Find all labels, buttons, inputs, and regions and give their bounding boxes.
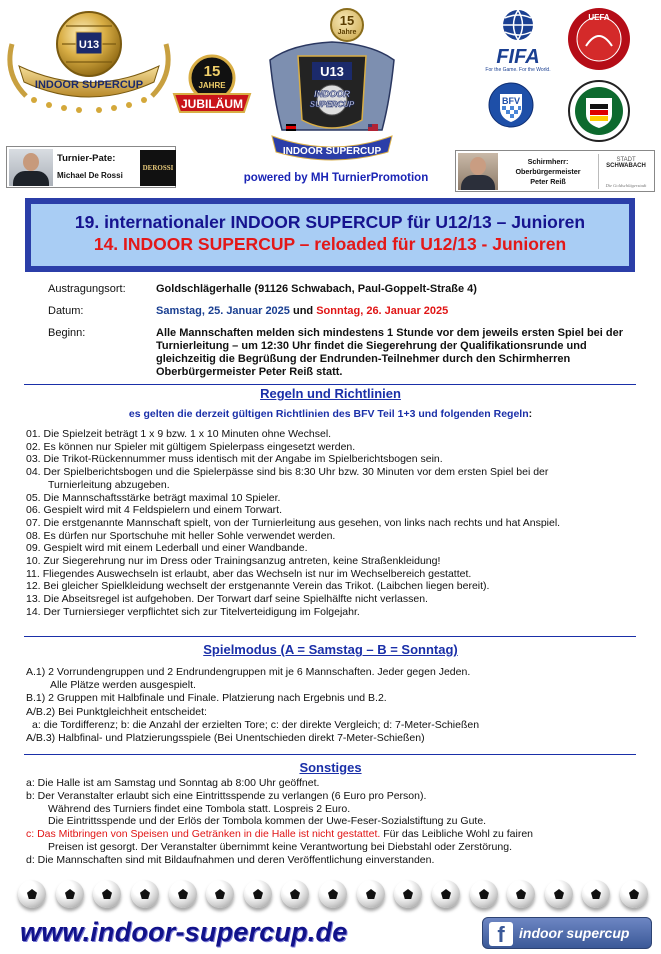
football-icon <box>582 880 610 908</box>
football-icon <box>281 880 309 908</box>
banner-title-line2: 14. INDOOR SUPERCUP – reloaded für U12/13 - Junioren <box>93 234 567 254</box>
football-icon <box>131 880 159 908</box>
indoor-supercup-logo <box>4 4 174 114</box>
rules-title: Regeln und Richtlinien <box>260 386 401 401</box>
begin-text: Alle Mannschaften melden sich mindestens 1 Stunde vor dem jeweils ersten Spiel bei der Turnierleitung – um 12:30 Uhr findet die Siegerehrung der Qualifikationsrunde und gleichzeitig die Begrüßung der Endrunden-Teilnehmer durch den Schirmherren Oberbürgermeister Peter Reiß statt. <box>156 327 624 378</box>
begin-label: Beginn: <box>48 327 86 339</box>
date-saturday: Samstag, 25. Januar 2025 <box>156 305 290 317</box>
city-prefix: STADT <box>616 157 636 163</box>
football-icon <box>319 880 347 908</box>
sonstiges-c-warning: c: Das Mitbringen von Speisen und Getränken in die Halle ist nicht gestattet. <box>26 828 381 841</box>
date-row <box>48 305 648 327</box>
list-item: b: Der Veranstalter erlaubt sich eine Eintrittsspende zu verlangen (6 Euro pro Person). <box>26 789 427 802</box>
football-icon <box>93 880 121 908</box>
crest-ribbon-text: INDOOR SUPERCUP <box>282 146 382 157</box>
list-item: B.1) 2 Gruppen mit Halbfinale und Finale. Platzierung nach Ergebnis und B.2. <box>26 692 387 705</box>
list-item: 13. Die Abseitsregel ist aufgehoben. Der Torwart darf seine Spielhälfte nicht verlassen. <box>26 593 428 606</box>
football-icon <box>56 880 84 908</box>
football-icon <box>545 880 573 908</box>
list-item: 07. Die erstgenannte Mannschaft spielt, von der Turnierleitung aus gesehen, von links nach rechts und hat Anspiel. <box>26 516 561 529</box>
list-item: 08. Es dürfen nur Sportschuhe mit heller Sohle verwendet werden. <box>26 529 336 542</box>
city-slogan: Die Goldschlägerstadt <box>605 183 647 188</box>
fifa-tagline: For the Game. For the World. <box>485 67 551 73</box>
fifa-globe-icon <box>495 8 541 42</box>
list-item <box>26 828 646 841</box>
date-and: und <box>292 305 314 317</box>
list-item: A/B.2) Bei Punktgleichheit entscheidet: <box>26 705 207 718</box>
list-item: 11. Fliegendes Auswechseln ist erlaubt, aber das Wechseln ist nur im Wechselbereich gestattet. <box>26 567 472 580</box>
facebook-button[interactable] <box>482 917 652 949</box>
logo-ribbon-text: INDOOR SUPERCUP <box>34 79 144 91</box>
powered-by-text: powered by MH TurnierPromotion <box>243 172 429 184</box>
schirmherr-box <box>455 150 655 192</box>
begin-row <box>48 327 648 378</box>
jubilaeum-word2: JUBILÄUM <box>181 97 243 111</box>
football-icon <box>432 880 460 908</box>
jubilaeum-word1: JAHRE <box>198 81 226 90</box>
football-icon <box>394 880 422 908</box>
rules-subtitle-text: es gelten die derzeit gültigen Richtlinien des BFV Teil 1+3 und folgenden Regeln <box>128 408 529 420</box>
football-icon <box>206 880 234 908</box>
u13-crest-logo <box>262 40 402 168</box>
uefa-text: UEFA <box>588 13 610 22</box>
schirmherr-line2: Oberbürgermeister <box>515 167 581 176</box>
list-item: 03. Die Trikot-Rückennummer muss identisch mit der Angabe im Spielberichtsbogen sein. <box>26 453 443 466</box>
list-item: 09. Gespielt wird mit einem Lederball und einer Wandbande. <box>26 542 308 555</box>
football-icon <box>620 880 648 908</box>
pate-photo <box>9 149 53 186</box>
event-info <box>48 283 648 378</box>
schirmherr-text <box>502 157 594 187</box>
list-item: Preisen ist gesorgt. Der Veranstalter übernimmt keine Verantwortung bei Diebstahl oder Zerstörung. <box>48 840 512 853</box>
crest-u13-text: U13 <box>320 64 344 79</box>
dfb-logo <box>568 80 630 142</box>
pate-name: Michael De Rossi <box>57 171 123 180</box>
logo-u13-text: U13 <box>78 39 100 51</box>
derossi-sponsor-logo: DEROSSI <box>140 150 176 186</box>
football-icon <box>18 880 46 908</box>
stadt-schwabach-logo <box>598 154 653 189</box>
crest-supercup-text: SUPERCUP <box>309 100 355 109</box>
title-banner <box>25 198 635 272</box>
list-item: a: die Tordifferenz; b: die Anzahl der erzielten Tore; c: der direkte Vergleich; d: 7-Meter-Schießen <box>32 718 480 731</box>
venue-label: Austragungsort: <box>48 283 126 295</box>
list-item: 05. Die Mannschaftsstärke beträgt maximal 10 Spieler. <box>26 491 281 504</box>
badge-number: 15 <box>339 13 355 28</box>
modus-title: Spielmodus (A = Samstag – B = Sonntag) <box>203 642 458 657</box>
bfv-text: BFV <box>502 96 520 106</box>
schirmherr-line3: Peter Reiß <box>530 177 566 186</box>
rules-list <box>26 428 646 619</box>
city-name: SCHWABACH <box>606 163 646 169</box>
website-link[interactable]: www.indoor-supercup.de <box>20 917 348 947</box>
list-item: 02. Es können nur Spieler mit gültigem Spielerpass eingesetzt werden. <box>26 440 356 453</box>
list-item: a: Die Halle ist am Samstag und Sonntag ab 8:00 Uhr geöffnet. <box>26 777 320 789</box>
list-item: A.1) 2 Vorrundengruppen und 2 Endrundengruppen mit je 6 Mannschaften. Jeder gegen Jeden. <box>26 666 471 678</box>
list-item: 01. Die Spielzeit beträgt 1 x 9 bzw. 1 x 10 Minuten ohne Wechsel. <box>26 428 332 440</box>
football-icon <box>470 880 498 908</box>
sonstiges-title: Sonstiges <box>299 760 362 775</box>
badge-word: Jahre <box>337 29 357 36</box>
schirmherr-photo <box>458 153 498 190</box>
divider-sonstiges <box>24 754 636 755</box>
schirmherr-line1: Schirmherr: <box>527 157 569 166</box>
sonstiges-list <box>26 777 646 867</box>
list-item: Während des Turniers findet eine Tombola statt. Lospreis 2 Euro. <box>48 802 351 815</box>
football-icon <box>357 880 385 908</box>
fifa-logo <box>484 8 552 76</box>
rules-subtitle <box>0 408 661 420</box>
venue-row <box>48 283 648 305</box>
jubilaeum-badge <box>172 52 252 116</box>
crest-indoor-text: INDOOR <box>314 89 350 99</box>
football-icon <box>507 880 535 908</box>
list-item: 10. Zur Siegerehrung nur im Dress oder Trainingsanzug antreten, keine Straßenkleidung! <box>26 555 441 568</box>
football-icon <box>169 880 197 908</box>
pate-label: Turnier-Pate: <box>57 153 116 164</box>
date-label: Datum: <box>48 305 84 317</box>
date-sunday: Sonntag, 26. Januar 2025 <box>316 305 449 317</box>
bfv-logo <box>488 82 534 128</box>
list-item: 04. Der Spielberichtsbogen und die Spielerpässe sind bis 8:30 Uhr bzw. 30 Minuten vor dem ersten Spiel bei der <box>26 466 549 479</box>
banner-title-line1: 19. internationaler INDOOR SUPERCUP für U12/13 – Junioren <box>74 212 586 232</box>
jubilaeum-number: 15 <box>203 63 221 80</box>
list-item: 12. Bei gleicher Spielkleidung wechselt der erstgenannte Verein das Trikot. (Laibchen liegen bereit). <box>26 580 490 593</box>
football-row <box>18 880 648 910</box>
venue-value: Goldschlägerhalle (91126 Schwabach, Paul-Goppelt-Straße 4) <box>156 283 477 295</box>
list-item: Alle Plätze werden ausgespielt. <box>50 679 196 692</box>
uefa-logo <box>566 6 632 72</box>
rules-subtitle-colon: : <box>528 408 533 420</box>
football-icon <box>244 880 272 908</box>
fifa-text: FIFA <box>496 46 540 68</box>
list-item: 06. Gespielt wird mit 4 Feldspielern und einem Torwart. <box>26 504 283 517</box>
list-item: Turnierleitung abzugeben. <box>48 478 170 491</box>
list-item: 14. Der Turniersieger verpflichtet sich zur Titelverteidigung im Folgejahr. <box>26 605 360 618</box>
divider-rules <box>24 384 636 385</box>
divider-modus <box>24 636 636 637</box>
facebook-label: indoor supercup <box>519 925 630 941</box>
facebook-icon: f <box>489 922 513 946</box>
modus-list <box>26 666 646 745</box>
list-item: Die Eintrittsspende und der Erlös der Tombola kommen der Uwe-Feser-Sozialstiftung zu Gute. <box>48 815 487 828</box>
sonstiges-c-rest: Für das Leibliche Wohl zu fairen <box>380 828 533 841</box>
list-item: d: Die Mannschaften sind mit Bildaufnahmen und deren Veröffentlichung einverstanden. <box>26 853 435 866</box>
header <box>0 0 661 196</box>
fifteen-years-badge <box>330 8 364 42</box>
list-item: A/B.3) Halbfinal- und Platzierungsspiele (Bei Unentschieden direkt 7-Meter-Schießen) <box>26 732 425 745</box>
